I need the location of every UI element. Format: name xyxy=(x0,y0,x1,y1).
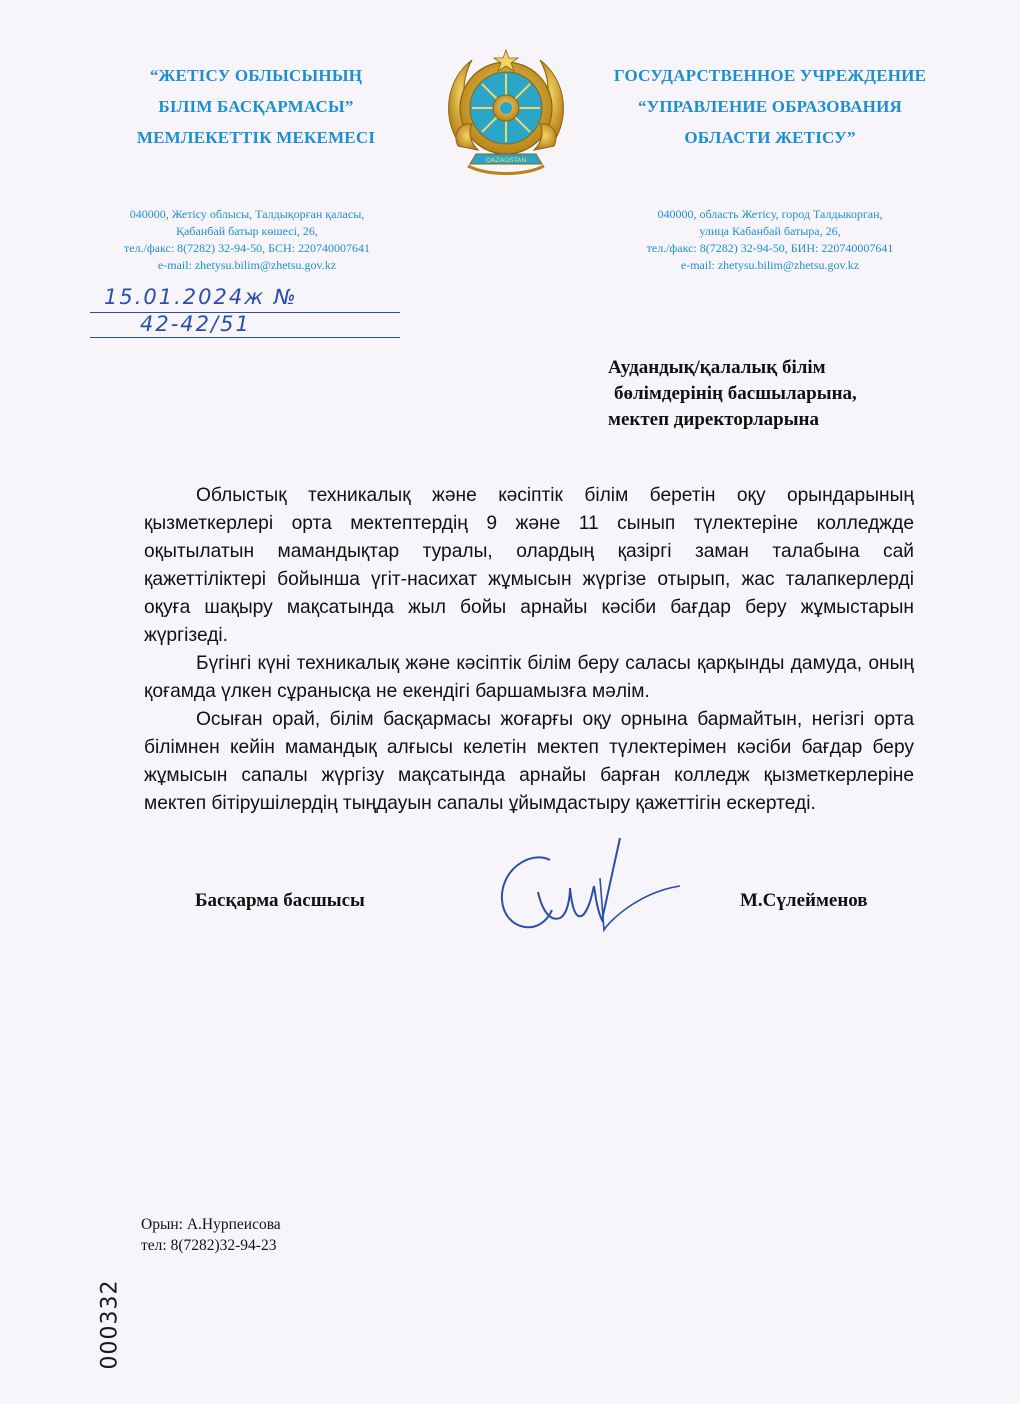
signer-position: Басқарма басшысы xyxy=(195,890,365,911)
handwritten-signature xyxy=(480,830,700,945)
addressee-line-3: мектеп директорларына xyxy=(608,409,819,430)
address-russian-line-4: e-mail: zhetysu.bilim@zhetsu.gov.kz xyxy=(680,258,860,272)
header-kazakh-line-2: БІЛІМ БАСҚАРМАСЫ” xyxy=(158,97,354,116)
address-kazakh-line-3: тел./факс: 8(7282) 32-94-50, БСН: 220740007641 xyxy=(124,241,370,255)
header-kazakh xyxy=(66,60,446,153)
header-russian xyxy=(580,60,960,153)
header-russian-line-1: ГОСУДАРСТВЕННОЕ УЧРЕЖДЕНИЕ xyxy=(613,66,927,85)
address-kazakh-line-2: Қабанбай батыр көшесі, 26, xyxy=(176,224,318,238)
address-kazakh-line-1: 040000, Жетісу облысы, Талдықорған қаласы, xyxy=(129,207,365,221)
address-kazakh-line-4: e-mail: zhetysu.bilim@zhetsu.gov.kz xyxy=(157,258,337,272)
registration-number: 42-42/51 xyxy=(140,312,251,336)
executor-phone: тел: 8(7282)32-94-23 xyxy=(141,1237,277,1254)
address-russian xyxy=(580,206,960,274)
body-paragraph-2: Бүгінгі күні техникалық және кәсіптік білім беру саласы қарқынды дамуда, оның қоғамда үлкен сұранысқа не екендігі баршамызға мәлім. xyxy=(144,653,914,702)
serial-number: 000332 xyxy=(97,1279,123,1370)
address-russian-line-3: тел./факс: 8(7282) 32-94-50, БИН: 220740007641 xyxy=(646,241,894,255)
header-russian-line-2: “УПРАВЛЕНИЕ ОБРАЗОВАНИЯ xyxy=(637,97,902,116)
addressee-line-1: Аудандық/қалалық білім xyxy=(608,357,826,378)
signer-name: М.Сүлейменов xyxy=(740,890,868,911)
address-russian-line-1: 040000, область Жетісу, город Талдыкорган, xyxy=(657,207,883,221)
address-russian-line-2: улица Кабанбай батыра, 26, xyxy=(699,224,841,238)
registration-number-line xyxy=(90,337,400,338)
emblem-banner-text: QAZAQSTAN xyxy=(485,156,527,164)
executor-name: Орын: А.Нурпеисова xyxy=(141,1216,281,1233)
address-kazakh xyxy=(57,206,437,274)
body-paragraph-1: Облыстық техникалық және кәсіптік білім беретін оқу орындарының қызметкерлері орта мектептердің 9 және 11 сынып түлектеріне колледжде оқытылатын мамандықтар туралы, олардың қазіргі заман талабына сай қажеттіліктері бойынша үгіт-насихат жұмысын жүргізе отырып, жас талапкерлерді оқуға шақыру мақсатында жыл бойы арнайы кәсіби бағдар беру жұмыстарын жүргізеді. xyxy=(144,485,914,646)
header-russian-line-3: ОБЛАСТИ ЖЕТІСУ” xyxy=(684,128,856,147)
executor-info xyxy=(141,1214,281,1256)
addressee-line-2: бөлімдерінің басшыларына, xyxy=(614,383,857,404)
header-kazakh-line-1: “ЖЕТІСУ ОБЛЫСЫНЫҢ xyxy=(149,66,363,85)
state-emblem-icon xyxy=(438,42,574,180)
body-paragraph-3: Осыған орай, білім басқармасы жоғарғы оқу орнына бармайтын, негізгі орта білімнен кейін мамандық алғысы келетін мектеп түлектерімен кәсіби бағдар беру жұмысын сапалы жүргізу мақсатында арнайы барған колледж қызметкерлеріне мектеп бітірушілердің тыңдауын сапалы ұйымдастыру қажеттігін ескертеді. xyxy=(144,709,914,814)
addressee-block xyxy=(608,355,857,433)
header-kazakh-line-3: МЕМЛЕКЕТТІК МЕКЕМЕСІ xyxy=(136,128,376,147)
letter-body xyxy=(144,482,914,818)
registration-date: 15.01.2024ж № xyxy=(104,285,298,309)
